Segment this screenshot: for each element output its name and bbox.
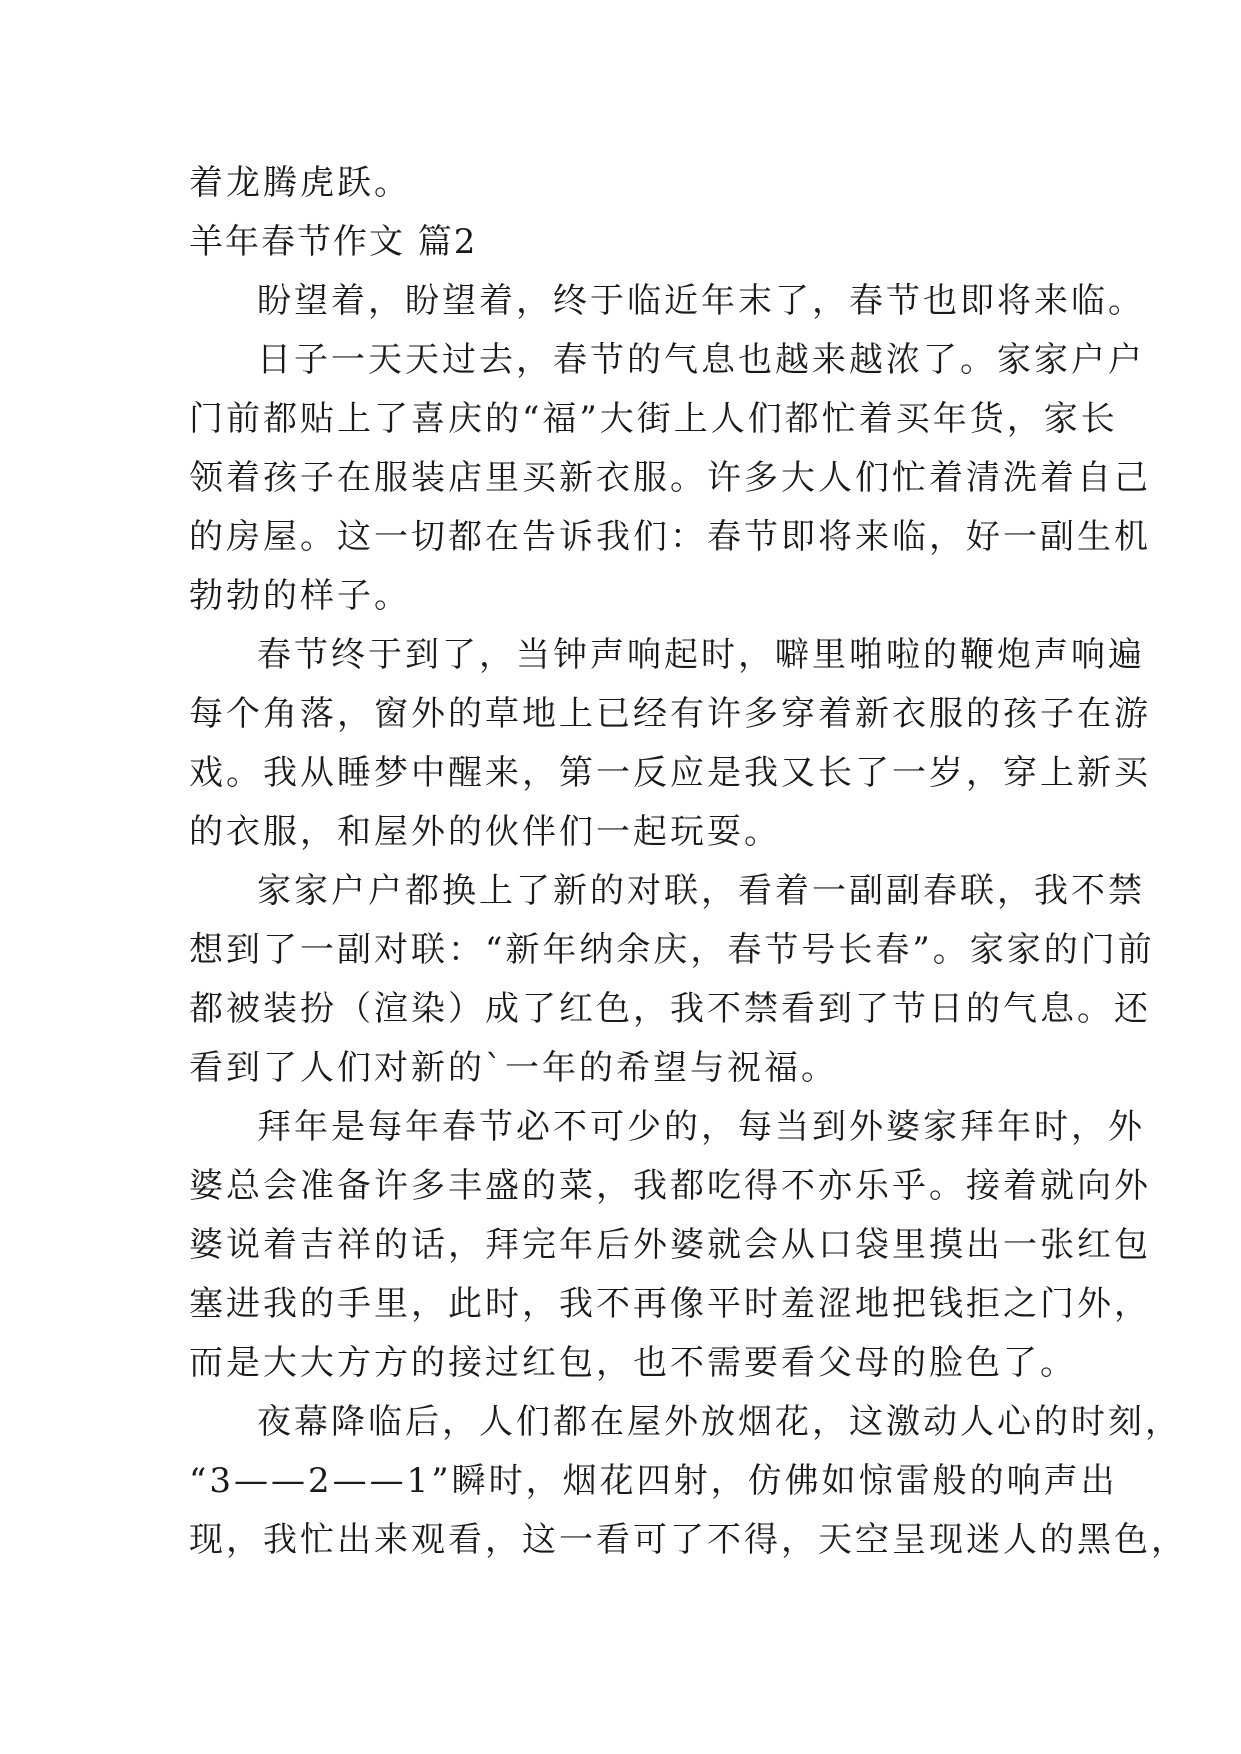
text-line: 勃勃的样子。	[189, 576, 411, 616]
text-line: 门前都贴上了喜庆的“福”大街上人们都忙着买年货，家长	[189, 399, 1118, 439]
text-line: 婆总会准备许多丰盛的菜，我都吃得不亦乐乎。接着就向外	[189, 1166, 1151, 1206]
text-line: 看到了人们对新的`一年的希望与祝福。	[189, 1048, 838, 1088]
text-line: 婆说着吉祥的话，拜完年后外婆就会从口袋里摸出一张红包	[189, 1225, 1151, 1265]
text-line: 领着孩子在服装店里买新衣服。许多大人们忙着清洗着自己	[189, 458, 1151, 498]
text-line: 都被装扮（渲染）成了红色，我不禁看到了节日的气息。还	[189, 989, 1151, 1029]
text-line: 的房屋。这一切都在告诉我们：春节即将来临，好一副生机	[189, 517, 1151, 557]
text-line: 而是大大方方的接过红包，也不需要看父母的脸色了。	[189, 1343, 1077, 1383]
text-line: 现，我忙出来观看，这一看可了不得，天空呈现迷人的黑色，	[189, 1520, 1188, 1560]
text-line: 塞进我的手里，此时，我不再像平时羞涩地把钱拒之门外，	[189, 1284, 1151, 1324]
text-line: 日子一天天过去，春节的气息也越来越浓了。家家户户	[257, 340, 1145, 380]
text-line: 夜幕降临后，人们都在屋外放烟花，这激动人心的时刻，	[257, 1402, 1182, 1442]
text-line: 想到了一副对联：“新年纳余庆，春节号长春”。家家的门前	[189, 930, 1155, 970]
text-line: 家家户户都换上了新的对联，看着一副副春联，我不禁	[257, 871, 1145, 911]
text-line: 春节终于到了，当钟声响起时，噼里啪啦的鞭炮声响遍	[257, 635, 1145, 675]
text-line: “3——2——1”瞬时，烟花四射，仿佛如惊雷般的响声出	[189, 1461, 1118, 1501]
text-line: 盼望着，盼望着，终于临近年末了，春节也即将来临。	[257, 281, 1145, 321]
text-line: 的衣服，和屋外的伙伴们一起玩耍。	[189, 812, 781, 852]
text-line: 每个角落，窗外的草地上已经有许多穿着新衣服的孩子在游	[189, 694, 1151, 734]
text-line: 拜年是每年春节必不可少的，每当到外婆家拜年时，外	[257, 1107, 1145, 1147]
text-line: 戏。我从睡梦中醒来，第一反应是我又长了一岁，穿上新买	[189, 753, 1151, 793]
document-body	[189, 154, 1188, 1570]
section-heading: 羊年春节作文 篇2	[189, 222, 478, 262]
text-line: 着龙腾虎跃。	[189, 163, 411, 203]
